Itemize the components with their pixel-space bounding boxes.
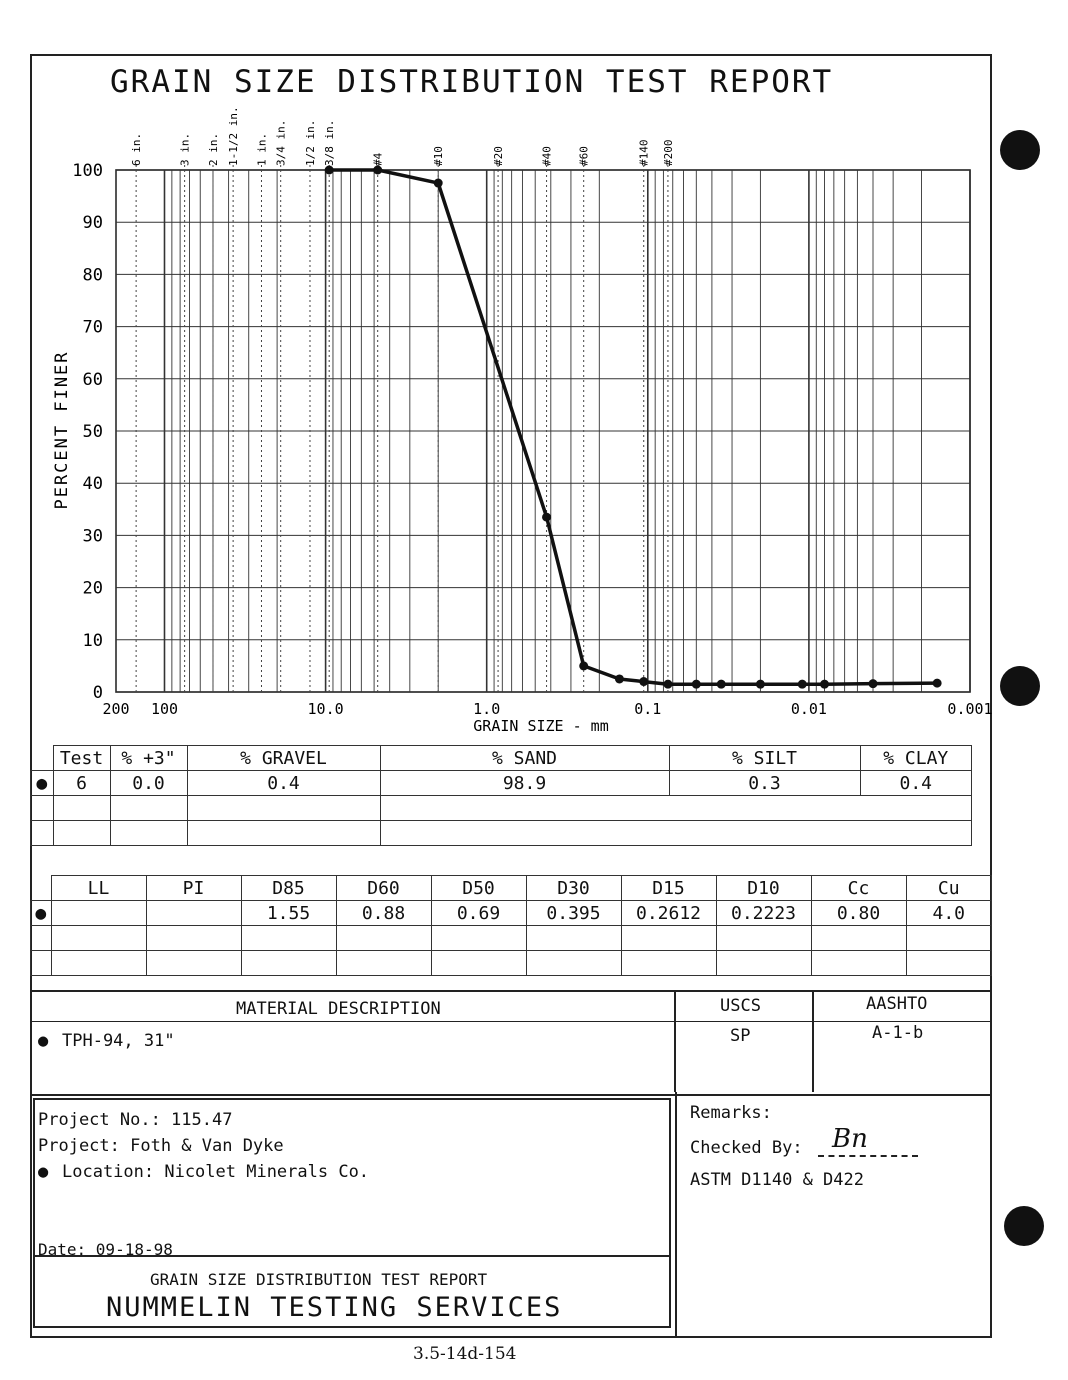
remarks-label: Remarks: bbox=[690, 1103, 772, 1123]
data-point bbox=[820, 680, 829, 689]
material-bullet: ● bbox=[38, 1031, 49, 1051]
x-tick-label: 100 bbox=[150, 700, 179, 718]
y-tick-label: 40 bbox=[82, 474, 103, 495]
x-tick-label: 0.001 bbox=[947, 700, 993, 718]
sieve-label: #140 bbox=[637, 139, 651, 166]
chart-grid bbox=[116, 165, 970, 692]
col-header-clay: % CLAY bbox=[860, 746, 972, 771]
astm-standard: ASTM D1140 & D422 bbox=[690, 1170, 864, 1190]
checked-by-line bbox=[818, 1155, 918, 1157]
cell-d50: 0.69 bbox=[431, 901, 526, 926]
y-tick-label: 10 bbox=[82, 630, 103, 651]
sieve-label: 3 in. bbox=[178, 132, 192, 166]
sieve-label: 1 in. bbox=[255, 132, 269, 166]
sieve-label: 3/8 in. bbox=[323, 119, 337, 166]
page-code: 3.5-14d-154 bbox=[413, 1344, 517, 1364]
x-tick-label: 0.01 bbox=[790, 700, 827, 718]
cell-sand: 98.9 bbox=[380, 771, 669, 796]
material-divider-2 bbox=[812, 990, 814, 1092]
col-header-d50: D50 bbox=[431, 876, 526, 901]
col-header-ll: LL bbox=[51, 876, 146, 901]
data-point bbox=[663, 680, 672, 689]
sieve-label: #10 bbox=[432, 146, 446, 166]
uscs-value: SP bbox=[730, 1026, 751, 1046]
sieve-labels bbox=[130, 106, 675, 166]
col-header-pi: PI bbox=[146, 876, 241, 901]
cell-plus3: 0.0 bbox=[110, 771, 187, 796]
cell-pi bbox=[146, 901, 241, 926]
y-axis-label: PERCENT FINER bbox=[52, 350, 72, 510]
data-point bbox=[717, 680, 726, 689]
report-date: Date: 09-18-98 bbox=[38, 1240, 173, 1259]
col-header-d15: D15 bbox=[621, 876, 716, 901]
location-bullet: ● bbox=[38, 1162, 49, 1182]
data-point bbox=[615, 674, 624, 683]
data-point bbox=[869, 679, 878, 688]
y-tick-label: 30 bbox=[82, 526, 103, 547]
sieve-label: #40 bbox=[540, 146, 554, 166]
hole-punch-bottom bbox=[1004, 1206, 1044, 1246]
data-point bbox=[756, 680, 765, 689]
aashto-header: AASHTO bbox=[866, 994, 928, 1014]
cell-d10: 0.2223 bbox=[716, 901, 811, 926]
y-tick-label: 100 bbox=[72, 161, 103, 181]
col-header-d30: D30 bbox=[526, 876, 621, 901]
cell-gravel: 0.4 bbox=[187, 771, 380, 796]
chart-ticks bbox=[72, 161, 992, 718]
data-point bbox=[933, 679, 942, 688]
cell-test: 6 bbox=[53, 771, 110, 796]
material-divider-1 bbox=[674, 990, 676, 1092]
y-tick-label: 80 bbox=[82, 265, 103, 286]
summary-table bbox=[30, 745, 972, 846]
gradation-curve bbox=[329, 170, 937, 684]
cell-d15: 0.2612 bbox=[621, 901, 716, 926]
col-header-cc: Cc bbox=[811, 876, 906, 901]
y-tick-label: 90 bbox=[82, 213, 103, 234]
col-header-test: Test bbox=[53, 746, 110, 771]
cell-silt: 0.3 bbox=[669, 771, 860, 796]
project-number: Project No.: 115.47 bbox=[38, 1110, 233, 1130]
x-tick-label: 200 bbox=[102, 700, 130, 718]
sieve-label: 3/4 in. bbox=[274, 119, 288, 166]
data-point bbox=[579, 661, 588, 670]
material-header-line bbox=[30, 1021, 992, 1022]
data-point bbox=[639, 677, 648, 686]
cell-d85: 1.55 bbox=[241, 901, 336, 926]
col-header-d10: D10 bbox=[716, 876, 811, 901]
material-description: TPH-94, 31" bbox=[62, 1031, 175, 1051]
sieve-label: 6 in. bbox=[130, 132, 144, 166]
material-description-header: MATERIAL DESCRIPTION bbox=[236, 999, 441, 1019]
project-location: Location: Nicolet Minerals Co. bbox=[62, 1162, 370, 1182]
x-tick-label: 0.1 bbox=[634, 700, 662, 718]
parameter-table bbox=[30, 875, 992, 976]
chart-series bbox=[325, 166, 942, 689]
sieve-label: 2 in. bbox=[206, 132, 220, 166]
sieve-label: #20 bbox=[492, 146, 506, 166]
col-header-gravel: % GRAVEL bbox=[187, 746, 380, 771]
x-tick-label: 1.0 bbox=[473, 700, 501, 718]
sieve-label: #60 bbox=[577, 146, 591, 166]
y-tick-label: 70 bbox=[82, 317, 103, 338]
sieve-label: #200 bbox=[661, 139, 675, 166]
cell-clay: 0.4 bbox=[860, 771, 972, 796]
aashto-value: A-1-b bbox=[872, 1023, 924, 1043]
y-tick-label: 0 bbox=[92, 683, 103, 703]
col-header-sand: % SAND bbox=[380, 746, 669, 771]
y-tick-label: 60 bbox=[82, 369, 103, 390]
sieve-label: 1/2 in. bbox=[303, 119, 317, 166]
col-header-silt: % SILT bbox=[669, 746, 860, 771]
checked-by-signature: Bn bbox=[832, 1124, 868, 1154]
x-tick-label: 10.0 bbox=[307, 700, 344, 718]
data-point bbox=[373, 166, 382, 175]
row-bullet: ● bbox=[31, 771, 54, 796]
sieve-label: 1-1/2 in. bbox=[227, 106, 241, 166]
data-point bbox=[798, 680, 807, 689]
sieve-label: #4 bbox=[371, 152, 385, 166]
footer-subtitle: GRAIN SIZE DISTRIBUTION TEST REPORT bbox=[150, 1270, 488, 1289]
project-name: Project: Foth & Van Dyke bbox=[38, 1136, 284, 1156]
row-bullet: ● bbox=[31, 901, 52, 926]
uscs-header: USCS bbox=[720, 996, 761, 1016]
company-name: NUMMELIN TESTING SERVICES bbox=[106, 1292, 563, 1323]
data-point bbox=[325, 166, 334, 175]
cell-cu: 4.0 bbox=[906, 901, 992, 926]
cell-cc: 0.80 bbox=[811, 901, 906, 926]
col-header-d60: D60 bbox=[336, 876, 431, 901]
col-header-cu: Cu bbox=[906, 876, 992, 901]
cell-ll bbox=[51, 901, 146, 926]
remarks-divider bbox=[675, 1092, 677, 1338]
col-header-plus3: % +3" bbox=[110, 746, 187, 771]
col-header-d85: D85 bbox=[241, 876, 336, 901]
y-tick-label: 50 bbox=[82, 422, 103, 442]
data-point bbox=[434, 179, 443, 188]
data-point bbox=[542, 513, 551, 522]
report-title: GRAIN SIZE DISTRIBUTION TEST REPORT bbox=[110, 64, 834, 100]
x-axis-label: GRAIN SIZE - mm bbox=[473, 717, 609, 735]
cell-d60: 0.88 bbox=[336, 901, 431, 926]
checked-by-label: Checked By: bbox=[690, 1138, 803, 1158]
data-point bbox=[692, 680, 701, 689]
y-tick-label: 20 bbox=[82, 578, 103, 599]
cell-d30: 0.395 bbox=[526, 901, 621, 926]
